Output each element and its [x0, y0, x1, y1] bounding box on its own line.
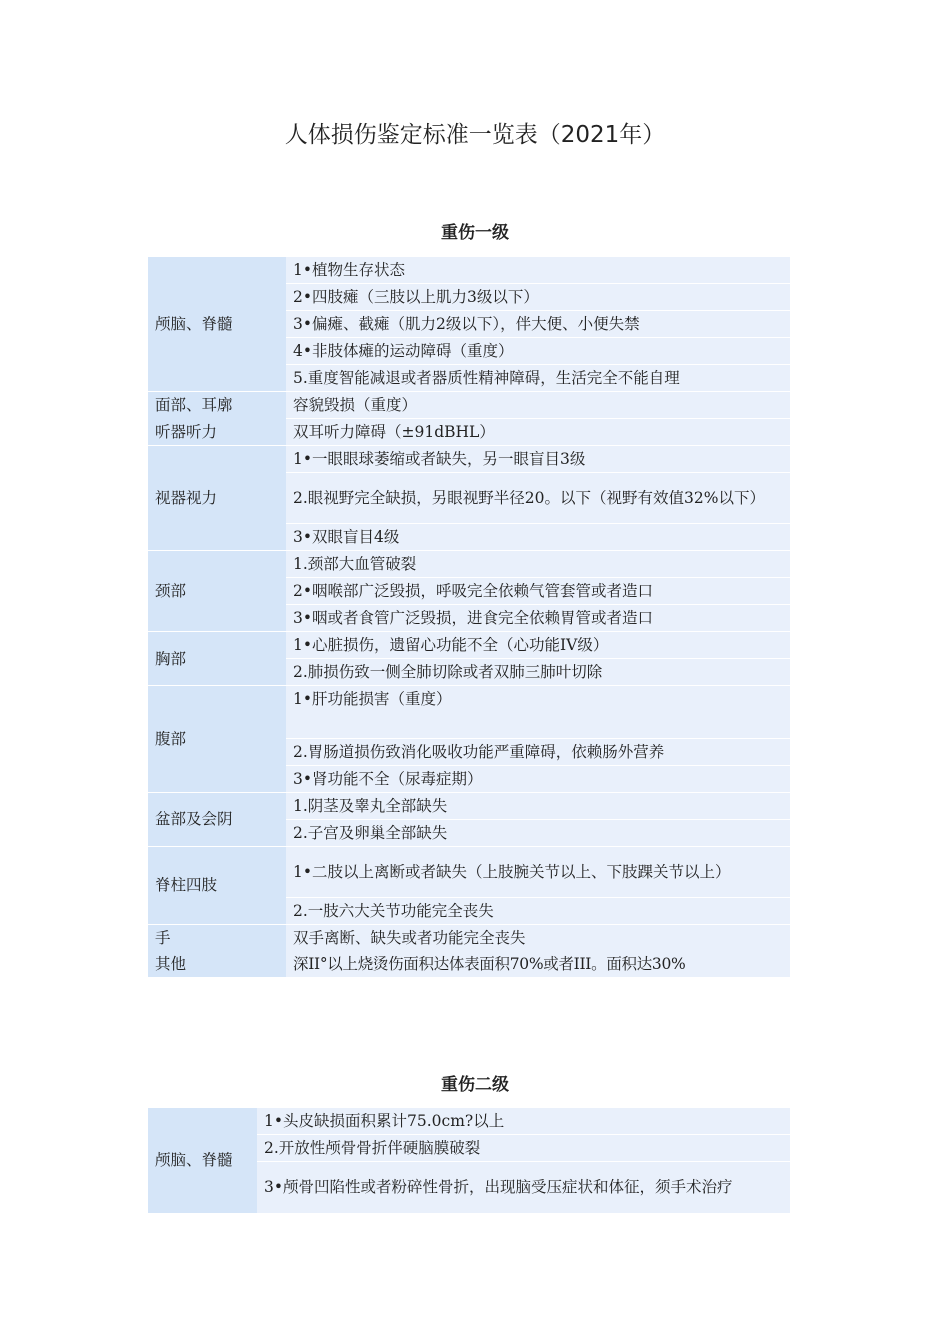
item-cell: 2.胃肠道损伤致消化吸收功能严重障碍，依赖肠外营养	[286, 738, 790, 765]
item-cell: 1•肝功能损害（重度）	[286, 686, 790, 713]
item-cell: 容貌毁损（重度）	[286, 392, 790, 419]
table-row	[148, 924, 790, 951]
category-cell: 颅脑、脊髓	[148, 257, 286, 392]
item-cell: 2.一肢六大关节功能完全丧失	[286, 897, 790, 924]
item-cell: 深II°以上烧烫伤面积达体表面积70%或者III。面积达30%	[286, 951, 790, 977]
category-cell: 腹部	[148, 686, 286, 793]
section-title-serious-1: 重伤一级	[441, 223, 509, 243]
category-cell: 盆部及会阴	[148, 792, 286, 846]
item-cell: 双手离断、缺失或者功能完全丧失	[286, 924, 790, 951]
category-cell: 颈部	[148, 551, 286, 632]
item-cell: 3•肾功能不全（尿毒症期）	[286, 765, 790, 792]
table-row	[148, 446, 790, 473]
table-row	[148, 951, 790, 977]
section-title-serious-2: 重伤二级	[441, 1075, 509, 1095]
page-title: 人体损伤鉴定标准一览表（2021年）	[284, 122, 666, 148]
table-row	[148, 392, 790, 419]
item-cell	[286, 712, 790, 738]
table-row	[148, 686, 790, 713]
category-cell: 视器视力	[148, 446, 286, 551]
category-cell: 面部、耳廓	[148, 392, 286, 419]
item-cell: 1•心脏损伤，遗留心功能不全（心功能IV级）	[286, 632, 790, 659]
item-cell: 5.重度智能减退或者器质性精神障碍，生活完全不能自理	[286, 365, 790, 392]
item-cell: 2•四肢瘫（三肢以上肌力3级以下）	[286, 284, 790, 311]
category-cell: 手	[148, 924, 286, 951]
category-cell: 胸部	[148, 632, 286, 686]
item-cell: 2.眼视野完全缺损，另眼视野半径20。以下（视野有效值32%以下）	[286, 473, 790, 524]
item-cell: 2•咽喉部广泛毁损，呼吸完全依赖气管套管或者造口	[286, 578, 790, 605]
category-cell: 脊柱四肢	[148, 846, 286, 924]
category-cell: 颅脑、脊髓	[148, 1108, 257, 1213]
item-cell: 1.颈部大血管破裂	[286, 551, 790, 578]
table-row	[148, 792, 790, 819]
category-cell: 听器听力	[148, 419, 286, 446]
item-cell: 2.开放性颅骨骨折伴硬脑膜破裂	[257, 1135, 790, 1162]
item-cell: 1•植物生存状态	[286, 257, 790, 284]
item-cell: 2.肺损伤致一侧全肺切除或者双肺三肺叶切除	[286, 659, 790, 686]
category-cell: 其他	[148, 951, 286, 977]
item-cell: 2.子宫及卵巢全部缺失	[286, 819, 790, 846]
item-cell: 1•二肢以上离断或者缺失（上肢腕关节以上、下肢踝关节以上）	[286, 846, 790, 897]
item-cell: 3•颅骨凹陷性或者粉碎性骨折，出现脑受压症状和体征，须手术治疗	[257, 1162, 790, 1213]
item-cell: 1•头皮缺损面积累计75.0cm?以上	[257, 1108, 790, 1135]
table-row	[148, 419, 790, 446]
table-row	[148, 551, 790, 578]
item-cell: 双耳听力障碍（±91dBHL）	[286, 419, 790, 446]
table-row	[148, 1108, 790, 1135]
item-cell: 3•咽或者食管广泛毁损，进食完全依赖胃管或者造口	[286, 605, 790, 632]
item-cell: 1•一眼眼球萎缩或者缺失，另一眼盲目3级	[286, 446, 790, 473]
table-row	[148, 632, 790, 659]
item-cell: 1.阴茎及睾丸全部缺失	[286, 792, 790, 819]
table-row	[148, 846, 790, 897]
item-cell: 4•非肢体瘫的运动障碍（重度）	[286, 338, 790, 365]
item-cell: 3•双眼盲目4级	[286, 524, 790, 551]
table-row	[148, 257, 790, 284]
item-cell: 3•偏瘫、截瘫（肌力2级以下），伴大便、小便失禁	[286, 311, 790, 338]
injury-table-serious-2	[148, 1108, 790, 1213]
injury-table-serious-1	[148, 257, 790, 977]
